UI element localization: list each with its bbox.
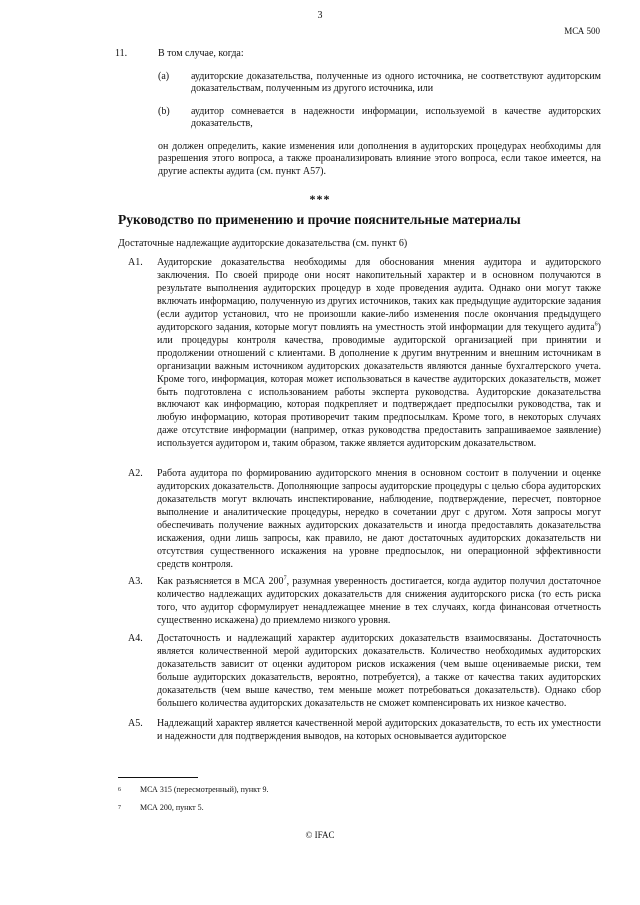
section-subheading: Достаточные надлежащие аудиторские доказательства (см. пункт 6) xyxy=(118,238,408,249)
subitem-a xyxy=(158,71,601,96)
subitem-text: аудитор сомневается в надежности информации, используемой в качестве аудиторских доказательств, xyxy=(191,105,601,129)
footnote-ref: 7 xyxy=(283,575,287,582)
paragraph-intro: В том случае, когда: xyxy=(158,48,244,59)
section-heading: Руководство по применению и прочие пояснительные материалы xyxy=(118,212,521,227)
paragraph-text: Аудиторские доказательства необходимы для обоснования мнения аудитора и аудиторского заключения. По своей природе они носят накопительный характер и в основном получаются в результате выполнения аудиторских процедур в ходе проведения аудита. Однако они могут также включать информацию, полученную из других источников, таких как предыдущие аудиторские задания (если аудитор установил, что не произошли какие-либо изменения после окончания предыдущего аудиторского задания, которые могут повлиять на уместность этой информации для текущего аудита$^6$) или процедуры контроля качества, проводимые аудиторской организацией при принятии и продолжении отношений с клиентами. В дополнение к другим внутренним и внешним источникам в организации важным источником аудиторских доказательств являются данные бухгалтерского учета. Кроме того, информация, которая может использоваться в качестве аудиторских доказательств, может быть подготовлена с использованием работы эксперта руководства. Аудиторские доказательства включают как информацию, которая подкрепляет и подтверждает предпосылки руководства, так и любую информацию, которая противоречит таким предпосылкам. Кроме того, в некоторых случаях даже отсутствие информации (например, отказ руководства предоставить запрашиваемое заявление) используется аудитором и, таким образом, также является аудиторским доказательством. xyxy=(157,257,601,450)
paragraph-conclusion: он должен определить, какие изменения или дополнения в аудиторских процедурах необходимы для разрешения этого вопроса, а также проанализировать влияние этого вопроса, если такое имеется, на другие аспекты аудита (см. пункт А57). xyxy=(158,140,601,177)
paragraph-text: Достаточность и надлежащий характер аудиторских доказательств взаимосвязаны. Достаточность является количественной мерой аудиторских доказательств. Количество необходимых аудиторских доказательств зависит от оценки аудитором рисков искажения (чем выше оцениваемые риски, тем больше аудиторских доказательств, вероятно, потребуется), а также от качества таких аудиторских доказательств (чем выше качество, тем меньше может потребоваться доказательств). Однако сбор большего количества аудиторских доказательств не сможет компенсировать их низкое качество. xyxy=(157,633,601,709)
footnote-divider xyxy=(118,777,198,778)
footnote-text: МСА 200, пункт 5. xyxy=(140,803,204,812)
section-separator: *** xyxy=(309,192,331,206)
subitem-text: аудиторские доказательства, полученные из одного источника, не соответствуют аудиторским доказательствам, полученным из другого источника, или xyxy=(191,70,601,94)
paragraph-label: A4. xyxy=(128,633,143,644)
paragraph-text: Как разъясняется в МСА $200^7$, разумная уверенность достигается, когда аудитор получил достаточное количество надлежащих аудиторских доказательств для снижения аудиторского риска (то есть риска того, что аудитор сформулирует ненадлежащее мнение в тех случаях, когда финансовая отчетность существенно искажена) до приемлемо низкого уровня. xyxy=(157,575,601,626)
paragraph-label: A2. xyxy=(128,468,143,479)
subitem-label: (a) xyxy=(158,70,170,82)
subitem-b xyxy=(158,106,601,131)
copyright-footer: © IFAC xyxy=(305,830,335,840)
paragraph-label: A5. xyxy=(128,718,143,729)
paragraph-11 xyxy=(115,48,601,178)
paragraph-number: 11. xyxy=(115,48,128,59)
paragraph-a3 xyxy=(120,576,601,628)
subitem-label: (b) xyxy=(158,105,170,117)
footnote-number: 6 xyxy=(118,787,121,793)
paragraph-label: A3. xyxy=(128,576,143,587)
footnote xyxy=(118,785,268,795)
footnote-text: МСА 315 (пересмотренный), пункт 9. xyxy=(140,785,269,794)
footnote-ref: 6 xyxy=(594,321,598,328)
footnote-number: 7 xyxy=(118,805,121,811)
paragraph-a5 xyxy=(120,718,601,744)
paragraph-a1 xyxy=(120,257,601,451)
paragraph-a4 xyxy=(120,633,601,711)
paragraph-text: Надлежащий характер является качественной мерой аудиторских доказательств, то есть их уместности и надежности для подтверждения выводов, на которых основывается аудиторское xyxy=(157,718,601,742)
paragraph-text: Работа аудитора по формированию аудиторского мнения в основном состоит в получении и оценке аудиторских доказательств. Дополняющие запросы аудиторские процедуры с целью сбора аудиторских доказательств могут включать инспектирование, наблюдение, подтверждение, пересчет, повторное выполнение и аналитические процедуры, нередко в сочетании друг с другом. Хотя запросы могут обеспечивать получение важных аудиторских доказательств и иногда предоставлять доказательства искажения, одни лишь запросы, как правило, не дают достаточных аудиторских доказательств ни отсутствия существенного искажения на уровне предпосылок, ни операционной эффективности средств контроля. xyxy=(157,468,601,570)
paragraph-a2 xyxy=(120,468,601,572)
footnote xyxy=(118,803,204,813)
document-code: МСА 500 xyxy=(564,26,600,36)
paragraph-label: A1. xyxy=(128,257,143,268)
page-number: 3 xyxy=(317,10,323,21)
